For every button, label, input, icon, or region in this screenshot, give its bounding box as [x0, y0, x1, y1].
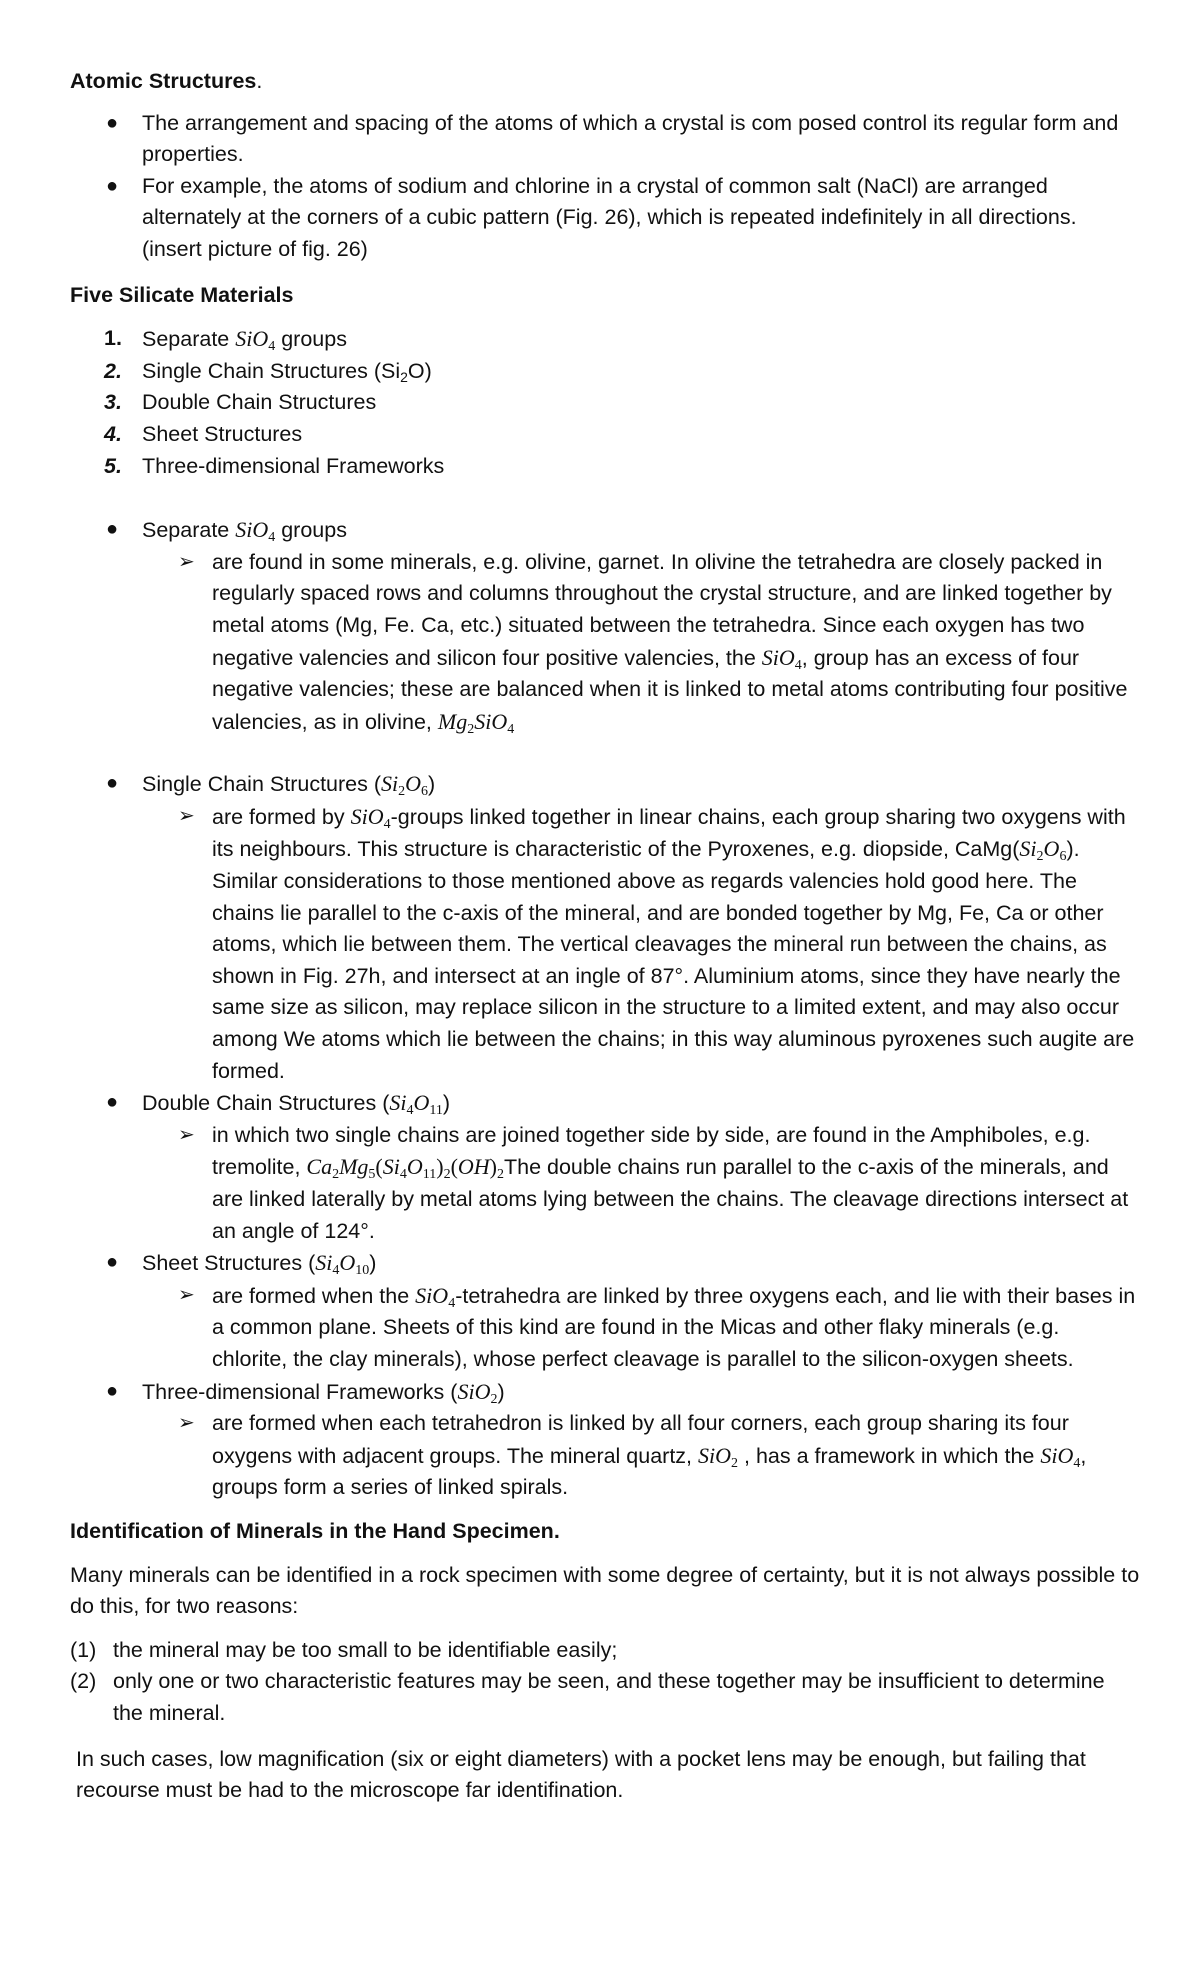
formula-sio4: SiO$_4$ [235, 326, 276, 355]
item-text: , groups form a series of linked spirals. [212, 1443, 1087, 1500]
subscript: 2 [400, 368, 408, 385]
formula-sio4: SiO$_4$ [761, 644, 802, 673]
item-text: Three-dimensional Frameworks [142, 453, 445, 478]
item-text: ) [442, 1091, 451, 1116]
heading-five-silicate: Five Silicate Materials [70, 282, 294, 307]
heading-text: Atomic Structures [70, 69, 257, 93]
item-text: Double Chain Structures ( [142, 1091, 390, 1116]
item-number: 3. [104, 390, 122, 415]
item-text: O) [407, 358, 432, 383]
bullet-icon: ● [106, 1091, 119, 1114]
arrow-bullet-icon: ➢ [178, 1283, 195, 1306]
closing-paragraph: In such cases, low magnification (six or eight diameters) with a pocket lens may be enough, but failing that recourse must be had to the microscope far identifination. [76, 1746, 1086, 1803]
formula-sio4: SiO$_4$ [235, 517, 276, 546]
list-item [70, 1635, 1140, 1667]
item-text: ). Similar considerations to those mentioned above as regards valencies hold good here. The chains lie parallel to the c-axis of the mineral, and are bonded together by Mg, Fe, Ca or other atoms, which lie between them. The vertical cleavages the mineral run between the chains, as shown in Fig. 27h, and intersect at an ingle of 87°. Aluminium atoms, since they have nearly the same size as silicon, may replace silicon in the structure to a limited extent, and may also occur among We atoms which lie between the chains; in this way aluminous pyroxenes such augite are formed. [212, 837, 1135, 1083]
list-item [70, 768, 1140, 801]
item-text: Single Chain Structures (Si [142, 358, 401, 383]
list-item [70, 1120, 1140, 1247]
item-number: (2) [70, 1669, 97, 1694]
silicate-numbered-list [70, 323, 1140, 482]
formula-sio4: SiO$_4$ [1040, 1442, 1081, 1471]
atomic-bullets [70, 108, 1140, 266]
formula-si2o6: $Si_2O_6$ [381, 771, 429, 800]
item-text: ) [497, 1379, 505, 1404]
section-single-chain [70, 768, 1140, 1504]
arrow-bullet-icon: ➢ [178, 804, 195, 827]
list-item [70, 387, 1140, 419]
item-text: ) [369, 1251, 377, 1276]
item-number: 1. [104, 326, 122, 351]
heading-suffix: . [256, 69, 263, 93]
item-text: Double Chain Structures [142, 390, 377, 415]
item-text: The double chains run parallel to the c-axis of the minerals, and are linked laterally by metal atoms lying between the chains. The cleavage directions intersect at an angle of 124°. [212, 1155, 1129, 1243]
item-text: in which two single chains are joined together side by side, are found in the Amphiboles, e.g. tremolite, [212, 1122, 1091, 1180]
formula-si4o11: $Si_4O_{11}$ [389, 1090, 443, 1119]
identification-intro: Many minerals can be identified in a rock specimen with some degree of certainty, but it is not always possible to do this, for two reasons: [70, 1562, 1140, 1619]
formula-sio2: SiO$_2$ [457, 1378, 498, 1407]
list-item [70, 171, 1140, 266]
list-item [70, 1247, 1140, 1280]
formula-sio2: SiO$_2$ [698, 1442, 739, 1471]
item-text: Three-dimensional Frameworks ( [142, 1379, 458, 1404]
bullet-icon: ● [106, 1379, 119, 1402]
item-text: are formed by [212, 804, 351, 829]
item-text: Separate [142, 327, 236, 352]
formula-si2o6: $Si_2O_6$ [1019, 836, 1067, 865]
item-text: Sheet Structures [142, 421, 303, 446]
list-item [70, 1280, 1140, 1376]
document-page [70, 66, 1140, 1807]
bullet-icon: ● [106, 174, 119, 197]
item-text: -tetrahedra are linked by three oxygens each, and lie with their bases in a common plane. Sheets of this kind are found in the Micas and other flaky minerals (e.g. chlorite, the clay minerals), whose perfect cleavage is parallel to the silicon-oxygen sheets. [212, 1283, 1136, 1371]
list-item [70, 801, 1140, 1087]
list-item [70, 323, 1140, 356]
item-text: , has a framework in which the [738, 1443, 1041, 1468]
list-item [70, 1666, 1140, 1729]
item-text: groups [275, 327, 347, 352]
heading-atomic-structures [70, 66, 1140, 98]
formula-mg2sio4: $Mg_2SiO_4$ [437, 708, 515, 737]
item-text: only one or two characteristic features may be seen, and these together may be insufficient to determine the mineral. [113, 1669, 1105, 1725]
arrow-bullet-icon: ➢ [178, 1412, 195, 1435]
item-text: ) [428, 772, 436, 797]
item-text: Separate [142, 518, 236, 543]
list-item [70, 514, 1140, 547]
bullet-text: For example, the atoms of sodium and chlorine in a crystal of common salt (NaCl) are arranged alternately at the corners of a cubic pattern (Fig. 26), which is repeated indefinitely in all directions. (insert picture of fig. 26) [142, 173, 1077, 261]
formula-sio4: SiO$_4$ [415, 1282, 456, 1311]
item-text: are found in some minerals, e.g. olivine, garnet. In olivine the tetrahedra are closely packed in regularly spaced rows and columns throughout the crystal structure, and are linked together by metal atoms (Mg, Fe. Ca, etc.) situated between the tetrahedra. Since each oxygen has two negative valencies and silicon four positive valencies, the [212, 549, 1112, 670]
arrow-bullet-icon: ➢ [178, 1123, 195, 1146]
reasons-list [70, 1635, 1140, 1730]
bullet-icon: ● [106, 1251, 119, 1274]
list-item [70, 1087, 1140, 1120]
item-text: -groups linked together in linear chains, each group sharing two oxygens with its neighbours. This structure is characteristic of the Pyroxenes, e.g. diopside, CaMg( [212, 804, 1126, 862]
item-text: Sheet Structures ( [142, 1251, 316, 1276]
heading-identification: Identification of Minerals in the Hand Specimen. [70, 1518, 560, 1543]
item-number: (1) [70, 1637, 97, 1662]
item-text: are formed when the [212, 1283, 416, 1308]
item-text: are formed when each tetrahedron is linked by all four corners, each group sharing its four oxygens with adjacent groups. The mineral quartz, [212, 1411, 1069, 1468]
list-item [70, 1376, 1140, 1409]
item-number: 5. [104, 453, 122, 478]
list-item [70, 356, 1140, 388]
bullet-icon: ● [106, 772, 119, 795]
item-number: 2. [104, 358, 122, 383]
bullet-icon: ● [106, 111, 119, 134]
list-item [70, 1408, 1140, 1504]
item-text: , group has an excess of four negative valencies; these are balanced when it is linked to metal atoms contributing four positive valencies, as in olivine, [212, 645, 1128, 734]
item-text: the mineral may be too small to be identifiable easily; [113, 1637, 618, 1662]
list-item [70, 547, 1140, 739]
formula-si4o10: $Si_4O_{10}$ [315, 1250, 370, 1279]
formula-tremolite: $Ca_2Mg_5(Si_4O_{11})_2(OH)_2$ [306, 1154, 504, 1183]
item-text: Single Chain Structures ( [142, 772, 381, 797]
bullet-text: The arrangement and spacing of the atoms of which a crystal is com posed control its regular form and properties. [142, 110, 1119, 167]
arrow-bullet-icon: ➢ [178, 550, 195, 573]
list-item [70, 108, 1140, 171]
item-text: groups [275, 518, 347, 543]
list-item [70, 451, 1140, 483]
list-item [70, 419, 1140, 451]
section-separate [70, 514, 1140, 738]
item-number: 4. [104, 421, 122, 446]
bullet-icon: ● [106, 518, 119, 541]
formula-sio4: SiO$_4$ [350, 803, 391, 832]
